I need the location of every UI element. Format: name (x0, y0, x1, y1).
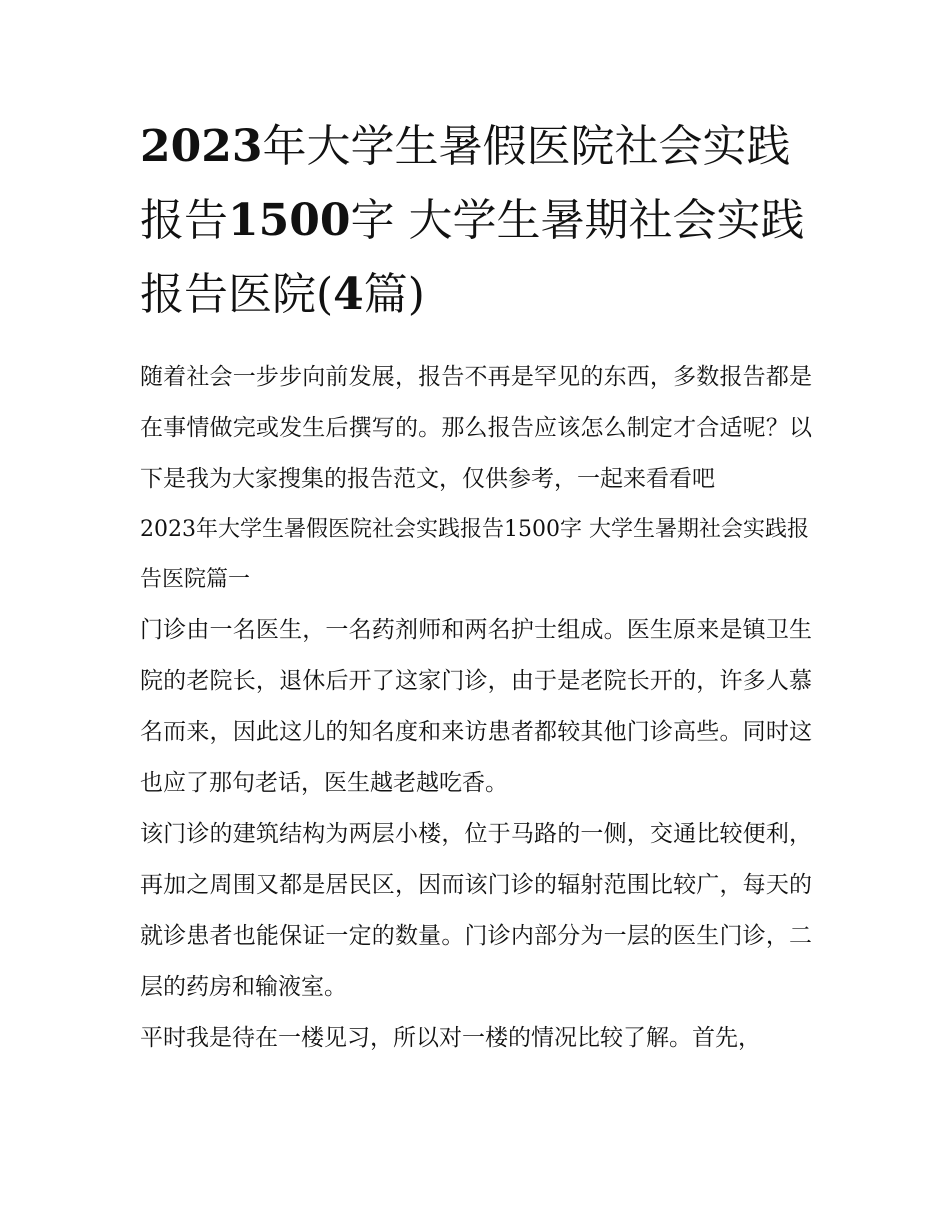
section-heading: 2023年大学生暑假医院社会实践报告1500字 大学生暑期社会实践报告医院篇一 (140, 517, 809, 592)
intro-paragraph: 随着社会一步步向前发展，报告不再是罕见的东西，多数报告都是在事情做完或发生后撰写的。那么报告应该怎么制定才合适呢？以下是我为大家搜集的报告范文，仅供参考，一起来看看吧 (140, 364, 812, 492)
document-title (140, 110, 812, 332)
title-text-3: 篇) (363, 269, 425, 320)
title-text-1: 年大学生暑假医院社会实践报告 (140, 121, 791, 246)
body-paragraph-1: 门诊由一名医生，一名药剂师和两名护士组成。医生原来是镇卫生院的老院长，退休后开了这家门诊，由于是老院长开的，许多人慕名而来，因此这儿的知名度和来访患者都较其他门诊高些。同时这也应了那句老话，医生越老越吃香。 (140, 617, 812, 796)
title-text-2: 字 大学生暑期社会实践报告医院( (140, 195, 805, 320)
title-article-count: 4 (333, 269, 364, 320)
body-paragraph-2: 该门诊的建筑结构为两层小楼，位于马路的一侧，交通比较便利，再加之周围又都是居民区，因而该门诊的辐射范围比较广，每天的就诊患者也能保证一定的数量。门诊内部分为一层的医生门诊，二层的药房和输液室。 (140, 821, 812, 1000)
title-word-count: 1500 (228, 195, 351, 246)
title-year: 2023 (140, 121, 263, 172)
document-page (140, 110, 812, 1064)
body-paragraph-3: 平时我是待在一楼见习，所以对一楼的情况比较了解。首先， (140, 1025, 761, 1051)
